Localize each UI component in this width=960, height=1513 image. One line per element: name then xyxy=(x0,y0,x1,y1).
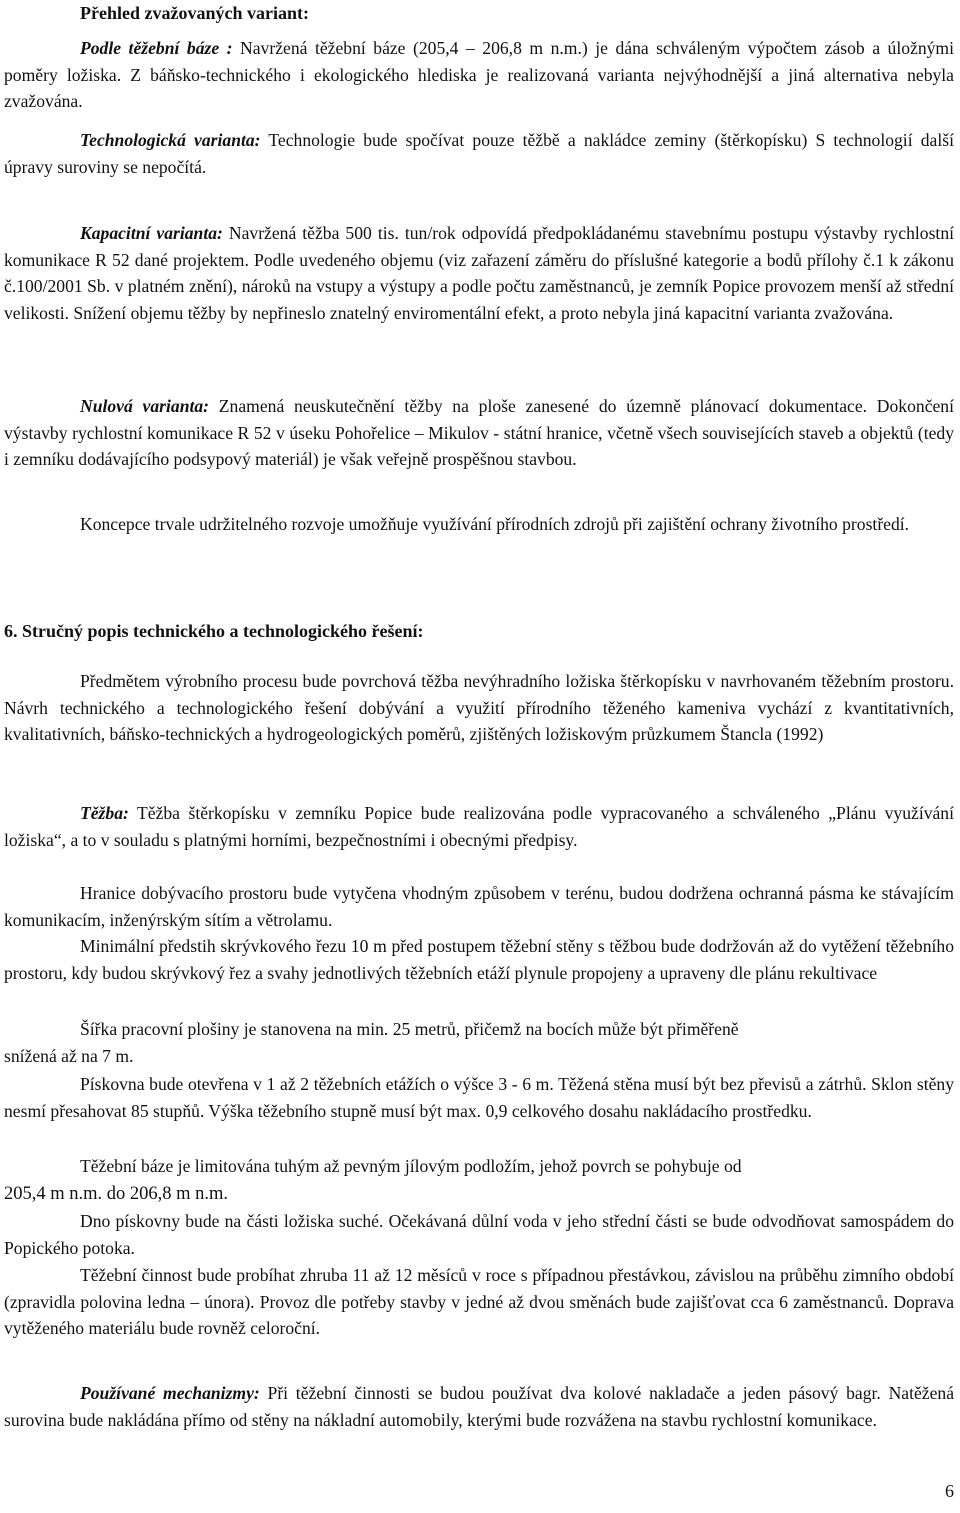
text-tezebni-baze: Navržená těžební báze (205,4 – 206,8 m n.m.) je dána schváleným výpočtem zásob a úložnými poměry ložiska. Z báňsko-technického i ekologického hlediska je realizovaná varianta nejvýhodnější a jiná alternativa nebyla zvažována. xyxy=(4,38,954,111)
label-kapacitni: Kapacitní varianta: xyxy=(80,223,223,243)
paragraph-baze-line-2: 205,4 m n.m. do 206,8 m n.m. xyxy=(4,1184,229,1204)
paragraph-hranice: Hranice dobývacího prostoru bude vytyčena vhodným způsobem v terénu, budou dodržena ochranná pásma ke stávajícím komunikacím, inženýrským sítím a větrolamu. xyxy=(4,883,954,930)
text-kapacitni: Navržená těžba 500 tis. tun/rok odpovídá předpokládanému stavebnímu postupu výstavby rychlostní komunikace R 52 dané projektem. Podle uvedeného objemu (viz zařazení záměru do příslušné kategorie a bodů přílohy č.1 k zákonu č.100/2001 Sb. v platném znění), nároků na vstupy a výstupy a podle počtu zaměstnanců, je zemník Popice provozem menší až střední velikosti. Snížení objemu těžby by nepřineslo znatelný enviromentální efekt, a proto nebyla jiná kapacitní varianta zvažována. xyxy=(4,223,955,323)
paragraph-kapacitni xyxy=(4,220,954,326)
section-6-title: 6. Stručný popis technického a technologického řešení: xyxy=(4,621,424,641)
label-tezba: Těžba: xyxy=(80,803,129,823)
paragraph-tezebni-baze xyxy=(4,35,954,115)
paragraph-sirka-line-2: snížená až na 7 m. xyxy=(4,1046,134,1066)
paragraph-cinnost: Těžební činnost bude probíhat zhruba 11 až 12 měsíců v roce s případnou přestávkou, závislou na průběhu zimního období (zpravidla polovina ledna – února). Provoz dle potřeby stavby v jedné až dvou směnách bude zajišťovat cca 6 zaměstnanců. Doprava vytěženého materiálu bude rovněž celoroční. xyxy=(4,1265,954,1338)
paragraph-koncepce: Koncepce trvale udržitelného rozvoje umožňuje využívání přírodních zdrojů při zajištění ochrany životního prostředí. xyxy=(80,514,910,534)
label-tezebni-baze: Podle těžební báze : xyxy=(80,38,233,58)
label-nulova: Nulová varianta: xyxy=(80,396,210,416)
text-nulova: Znamená neuskutečnění těžby na ploše zanesené do územně plánovací dokumentace. Dokončení výstavby rychlostní komunikace R 52 v úseku Pohořelice – Mikulov - státní hranice, včetně všech souvisejících staveb a objektů (tedy i zemníku dodávajícího podsypový materiál) je však veřejně prospěšnou stavbou. xyxy=(4,396,954,469)
text-tezba: Těžba štěrkopísku v zemníku Popice bude realizována podle vypracovaného a schváleného „Plánu využívání ložiska“, a to v souladu s platnými horními, bezpečnostními i obecnými předpisy. xyxy=(4,803,954,850)
paragraph-predstih: Minimální předstih skrývkového řezu 10 m před postupem těžební stěny s těžbou bude dodržován až do vytěžení těžebního prostoru, kdy budou skrývkový řez a svahy jednotlivých těžebních etáží plynule propojeny a upraveny dle plánu rekultivace xyxy=(4,936,954,983)
paragraph-sirka-line-1: Šířka pracovní plošiny je stanovena na min. 25 metrů, přičemž na bocích může být přiměřeně xyxy=(80,1019,739,1039)
paragraph-dno: Dno pískovny bude na části ložiska suché. Očekávaná důlní voda v jeho střední části se bude odvodňovat samospádem do Popického potoka. xyxy=(4,1211,954,1258)
label-technologicka: Technologická varianta: xyxy=(80,130,261,150)
paragraph-predmet: Předmětem výrobního procesu bude povrchová těžba nevýhradního ložiska štěrkopísku v navrhovaném těžebním prostoru. Návrh technického a technologického řešení dobývání a využití přírodního těženého kameniva vychází z kvantitativních, kvalitativních, báňsko-technických a hydrogeologických poměrů, zjištěných ložiskovým průzkumem Štancla (1992) xyxy=(4,671,954,744)
text-technologicka: Technologie bude spočívat pouze těžbě a nakládce zeminy (štěrkopísku) S technologií další úpravy suroviny se nepočítá. xyxy=(4,130,954,177)
section-heading: Přehled zvažovaných variant: xyxy=(80,3,309,23)
paragraph-nulova xyxy=(4,393,954,473)
text-mechanizmy: Při těžební činnosti se budou používat dva kolové nakladače a jeden pásový bagr. Natěžená surovina bude nakládána přímo od stěny na nákladní automobily, kterými bude rozvážena na stavbu rychlostní komunikace. xyxy=(4,1383,955,1430)
page-number: 6 xyxy=(945,1481,954,1501)
paragraph-tezba xyxy=(4,800,954,853)
paragraph-baze-line-1: Těžební báze je limitována tuhým až pevným jílovým podložím, jehož povrch se pohybuje od xyxy=(80,1156,742,1176)
paragraph-piskovna: Pískovna bude otevřena v 1 až 2 těžebních etážích o výšce 3 - 6 m. Těžená stěna musí být bez převisů a zátrhů. Sklon stěny nesmí přesahovat 85 stupňů. Výška těžebního stupně musí být max. 0,9 celkového dosahu nakládacího prostředku. xyxy=(4,1074,954,1121)
paragraph-technologicka xyxy=(4,127,954,180)
label-mechanizmy: Používané mechanizmy: xyxy=(80,1383,260,1403)
paragraph-mechanizmy xyxy=(4,1380,954,1433)
